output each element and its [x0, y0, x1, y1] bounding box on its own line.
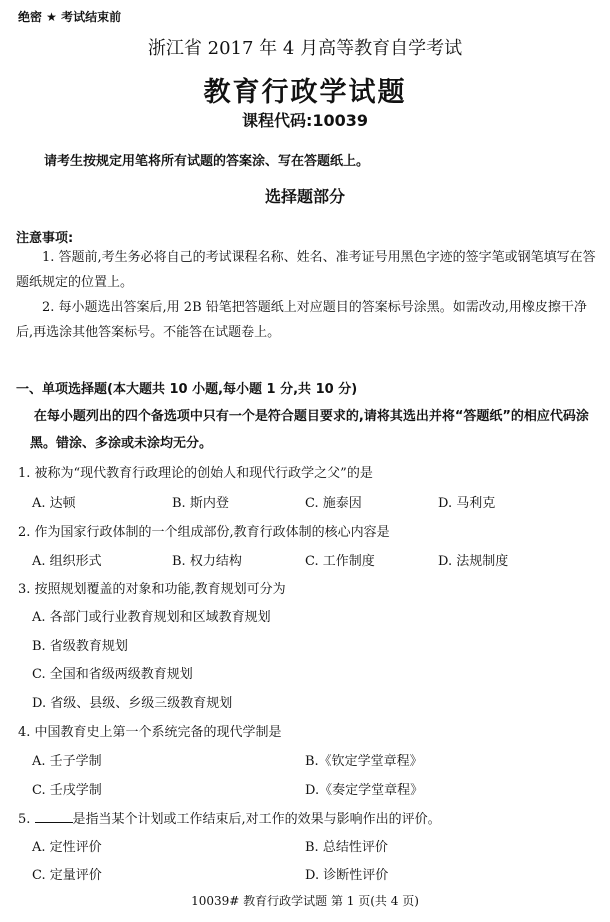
option: B. 省级教育规划 — [32, 639, 128, 654]
option: B. 权力结构 — [172, 554, 242, 569]
answer-instruction: 请考生按规定用笔将所有试题的答案涂、写在答题纸上。 — [44, 154, 370, 169]
option: C. 壬戌学制 — [32, 783, 102, 798]
option: D. 马利克 — [438, 496, 496, 511]
option: A. 达顿 — [32, 496, 76, 511]
option: A. 各部门或行业教育规划和区域教育规划 — [32, 610, 271, 625]
option: C. 工作制度 — [305, 554, 375, 569]
option: D. 省级、县级、乡级三级教育规划 — [32, 696, 233, 711]
option: C. 施泰因 — [305, 496, 362, 511]
option: A. 组织形式 — [32, 554, 102, 569]
option: B.《钦定学堂章程》 — [305, 754, 423, 769]
answer-blank — [35, 810, 73, 823]
question-text: 是指当某个计划或工作结束后,对工作的效果与影响作出的评价。 — [72, 812, 441, 827]
option: B. 斯内登 — [172, 496, 229, 511]
subject-title: 教育行政学试题 — [203, 77, 407, 108]
question-stem: 1. 被称为“现代教育行政理论的创始人和现代行政学之父”的是 — [18, 466, 373, 481]
page-footer: 10039# 教育行政学试题 第 1 页(共 4 页) — [191, 894, 419, 908]
question-number: 5. — [18, 812, 35, 827]
exam-title: 浙江省 2017 年 4 月高等教育自学考试 — [147, 38, 463, 59]
option: C. 定量评价 — [32, 868, 102, 883]
option: C. 全国和省级两级教育规划 — [32, 667, 193, 682]
question-stem: 4. 中国教育史上第一个系统完备的现代学制是 — [18, 725, 282, 740]
option: D.《奏定学堂章程》 — [305, 783, 424, 798]
question-stem: 3. 按照规划覆盖的对象和功能,教育规划可分为 — [18, 582, 286, 597]
secret-mark: 绝密 ★ 考试结束前 — [18, 10, 122, 24]
course-code: 课程代码:10039 — [241, 111, 369, 130]
note-item: 1. 答题前,考生务必将自己的考试课程名称、姓名、准考证号用黑色字迹的签字笔或钢笔填写在答题纸规定的位置上。 — [16, 250, 596, 290]
section-description: 在每小题列出的四个备选项中只有一个是符合题目要求的,请将其选出并将“答题纸”的相应代码涂黑。错涂、多涂或未涂均无分。 — [30, 409, 589, 451]
note-item: 2. 每小题选出答案后,用 2B 铅笔把答题纸上对应题目的答案标号涂黑。如需改动,用橡皮擦干净后,再选涂其他答案标号。不能答在试题卷上。 — [16, 300, 587, 340]
part-title: 选择题部分 — [264, 187, 345, 206]
option: D. 法规制度 — [438, 554, 509, 569]
question-stem: 2. 作为国家行政体制的一个组成部份,教育行政体制的核心内容是 — [18, 525, 390, 540]
option: A. 壬子学制 — [32, 754, 102, 769]
question-stem — [18, 808, 441, 827]
notes-heading: 注意事项: — [16, 231, 74, 246]
section-heading: 一、单项选择题(本大题共 10 小题,每小题 1 分,共 10 分) — [16, 382, 358, 397]
option: B. 总结性评价 — [305, 840, 388, 855]
option: D. 诊断性评价 — [305, 868, 389, 883]
option: A. 定性评价 — [32, 840, 102, 855]
